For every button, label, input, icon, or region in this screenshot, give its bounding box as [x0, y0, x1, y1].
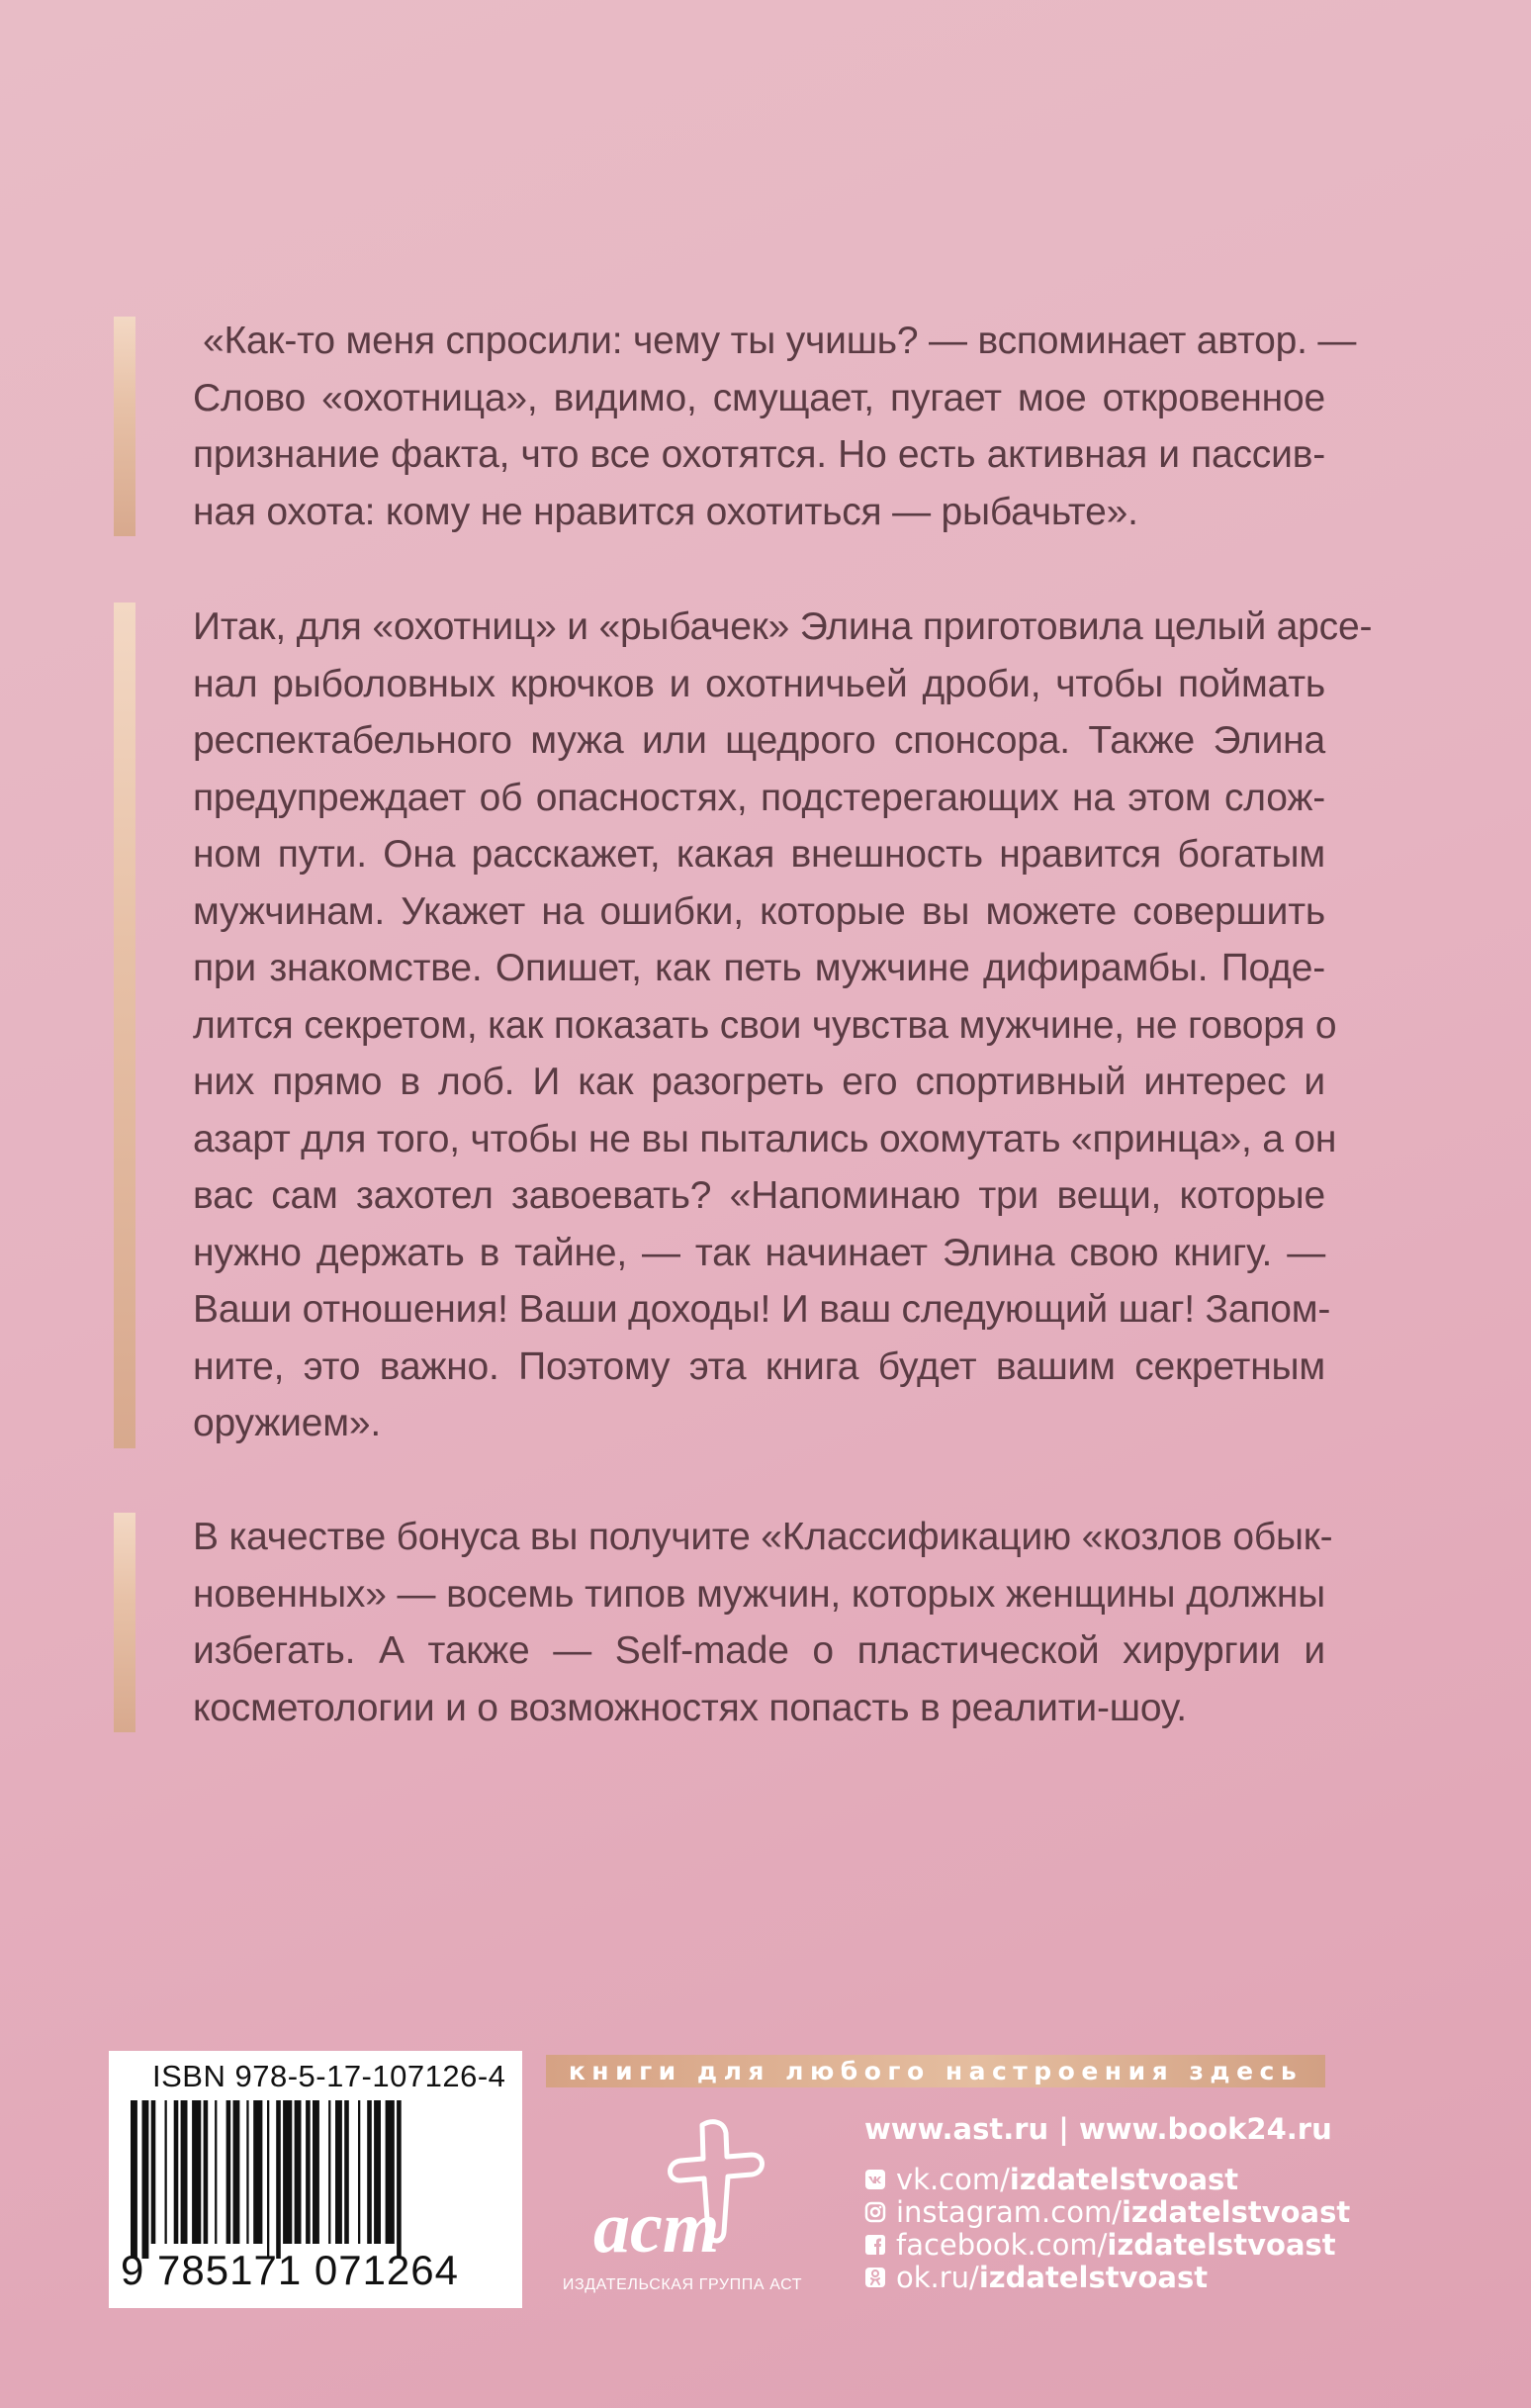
social-link-facebook[interactable] — [864, 2228, 1350, 2261]
publisher-logo — [554, 2115, 811, 2313]
text-line: Слово «охотница», видимо, смущает, пугает мое откровенное — [193, 376, 1325, 419]
web-links[interactable]: www.ast.ru | www.book24.ru — [864, 2112, 1332, 2146]
paragraph-3 — [114, 1509, 1333, 1736]
barcode-bar — [174, 2100, 179, 2244]
text-line: В качестве бонуса вы получите «Классификацию «козлов обык- — [193, 1516, 1333, 1558]
text-line: признание факта, что все охотятся. Но есть активная и пассив- — [193, 433, 1325, 476]
social-handle: izdatelstvoast — [978, 2260, 1209, 2294]
text-line: ном пути. Она расскажет, какая внешность нравится богатым — [193, 833, 1325, 876]
odnoklassniki-icon — [864, 2267, 886, 2288]
barcode-bar — [374, 2100, 381, 2244]
facebook-icon — [864, 2234, 886, 2256]
barcode-panel — [109, 2051, 522, 2308]
social-handle: izdatelstvoast — [1107, 2227, 1336, 2262]
social-links — [864, 2163, 1350, 2293]
text-line: косметологии и о возможностях попасть в реалити-шоу. — [193, 1686, 1187, 1729]
social-prefix: ok.ru/ — [896, 2260, 979, 2294]
barcode-bar — [246, 2100, 248, 2244]
barcode-bar — [328, 2100, 330, 2244]
barcode-bar — [204, 2100, 209, 2244]
text-line: респектабельного мужа или щедрого спонсора. Также Элина — [193, 719, 1325, 762]
social-handle: izdatelstvoast — [1121, 2194, 1351, 2229]
accent-bar — [114, 1513, 135, 1732]
ast-logo-icon — [554, 2115, 811, 2273]
text-line: Итак, для «охотниц» и «рыбачек» Элина приготовила целый арсе- — [193, 605, 1373, 648]
barcode-bar — [181, 2100, 188, 2244]
barcode-bar — [267, 2100, 269, 2259]
barcode-bar — [142, 2100, 149, 2259]
isbn-label: ISBN 978-5-17-107126-4 — [152, 2059, 506, 2093]
paragraph-text — [193, 599, 1373, 1452]
text-line: при знакомстве. Опишет, как петь мужчине дифирамбы. Поде- — [193, 947, 1325, 989]
tagline-band — [546, 2055, 1325, 2087]
text-line: лится секретом, как показать свои чувства мужчине, не говоря о — [193, 1003, 1337, 1047]
social-prefix: facebook.com/ — [896, 2227, 1108, 2262]
barcode-bar — [313, 2100, 319, 2244]
paragraph-2 — [114, 599, 1373, 1452]
barcode-bar — [283, 2100, 292, 2244]
social-link-instagram[interactable] — [864, 2195, 1350, 2228]
paragraph-text — [193, 313, 1357, 540]
svg-text:аст: аст — [593, 2187, 720, 2269]
paragraph-1 — [114, 313, 1357, 540]
barcode-bar — [233, 2100, 240, 2244]
text-line: избегать. А также — Self-made о пластической хирургии и — [193, 1629, 1325, 1672]
text-line: мужчинам. Укажет на ошибки, которые вы можете совершить — [193, 889, 1325, 933]
barcode-bar — [295, 2100, 302, 2244]
text-line: «Как-то меня спросили: чему ты учишь? — вспоминает автор. — — [203, 320, 1357, 362]
text-line: нужно держать в тайне, — так начинает Элина свою книгу. — — [193, 1231, 1325, 1274]
accent-bar — [114, 602, 135, 1448]
barcode-bar — [131, 2100, 137, 2259]
barcode-bar — [226, 2100, 231, 2244]
text-line: вас сам захотел завоевать? «Напоминаю три вещи, которые — [193, 1174, 1325, 1217]
instagram-icon — [864, 2201, 886, 2223]
text-line: оружием». — [193, 1402, 381, 1444]
barcode-bar — [397, 2100, 402, 2259]
barcode-bar — [335, 2100, 342, 2244]
vk-icon — [864, 2169, 886, 2190]
barcode-bar — [151, 2100, 156, 2244]
social-handle: izdatelstvoast — [1009, 2162, 1239, 2196]
barcode-bar — [306, 2100, 311, 2244]
barcode-bar — [215, 2100, 217, 2244]
text-line: предупреждает об опасностях, подстерегающих на этом слож- — [193, 776, 1325, 819]
barcode-icon — [131, 2100, 502, 2259]
tagline: книги для любого настроения здесь — [568, 2057, 1304, 2085]
text-line: новенных» — восемь типов мужчин, которых женщины должны — [193, 1572, 1325, 1616]
paragraph-text — [193, 1509, 1333, 1736]
accent-bar — [114, 317, 135, 536]
barcode-bar — [386, 2100, 395, 2244]
text-line: ните, это важно. Поэтому эта книга будет вашим секретным — [193, 1344, 1325, 1388]
social-prefix: instagram.com/ — [896, 2194, 1122, 2229]
social-link-ok[interactable] — [864, 2261, 1350, 2293]
barcode-bar — [276, 2100, 281, 2259]
barcode-bar — [358, 2100, 360, 2244]
text-line: Ваши отношения! Ваши доходы! И ваш следующий шаг! Запом- — [193, 1288, 1331, 1331]
barcode-bar — [367, 2100, 372, 2244]
barcode-bar — [344, 2100, 349, 2244]
text-line: ная охота: кому не нравится охотиться — рыбачьте». — [193, 490, 1138, 533]
social-link-vk[interactable] — [864, 2163, 1350, 2195]
barcode-bar — [253, 2100, 262, 2244]
text-line: них прямо в лоб. И как разогреть его спортивный интерес и — [193, 1061, 1325, 1103]
barcode-bar — [165, 2100, 167, 2244]
publisher-caption: ИЗДАТЕЛЬСКАЯ ГРУППА АСТ — [562, 2276, 803, 2293]
barcode-digits: 9 785171 071264 — [121, 2247, 459, 2293]
text-line: азарт для того, чтобы не вы пытались охомутать «принца», а он — [193, 1117, 1337, 1160]
social-prefix: vk.com/ — [896, 2162, 1010, 2196]
text-line: нал рыболовных крючков и охотничьей дроби, чтобы поймать — [193, 662, 1325, 705]
barcode-bar — [192, 2100, 201, 2244]
